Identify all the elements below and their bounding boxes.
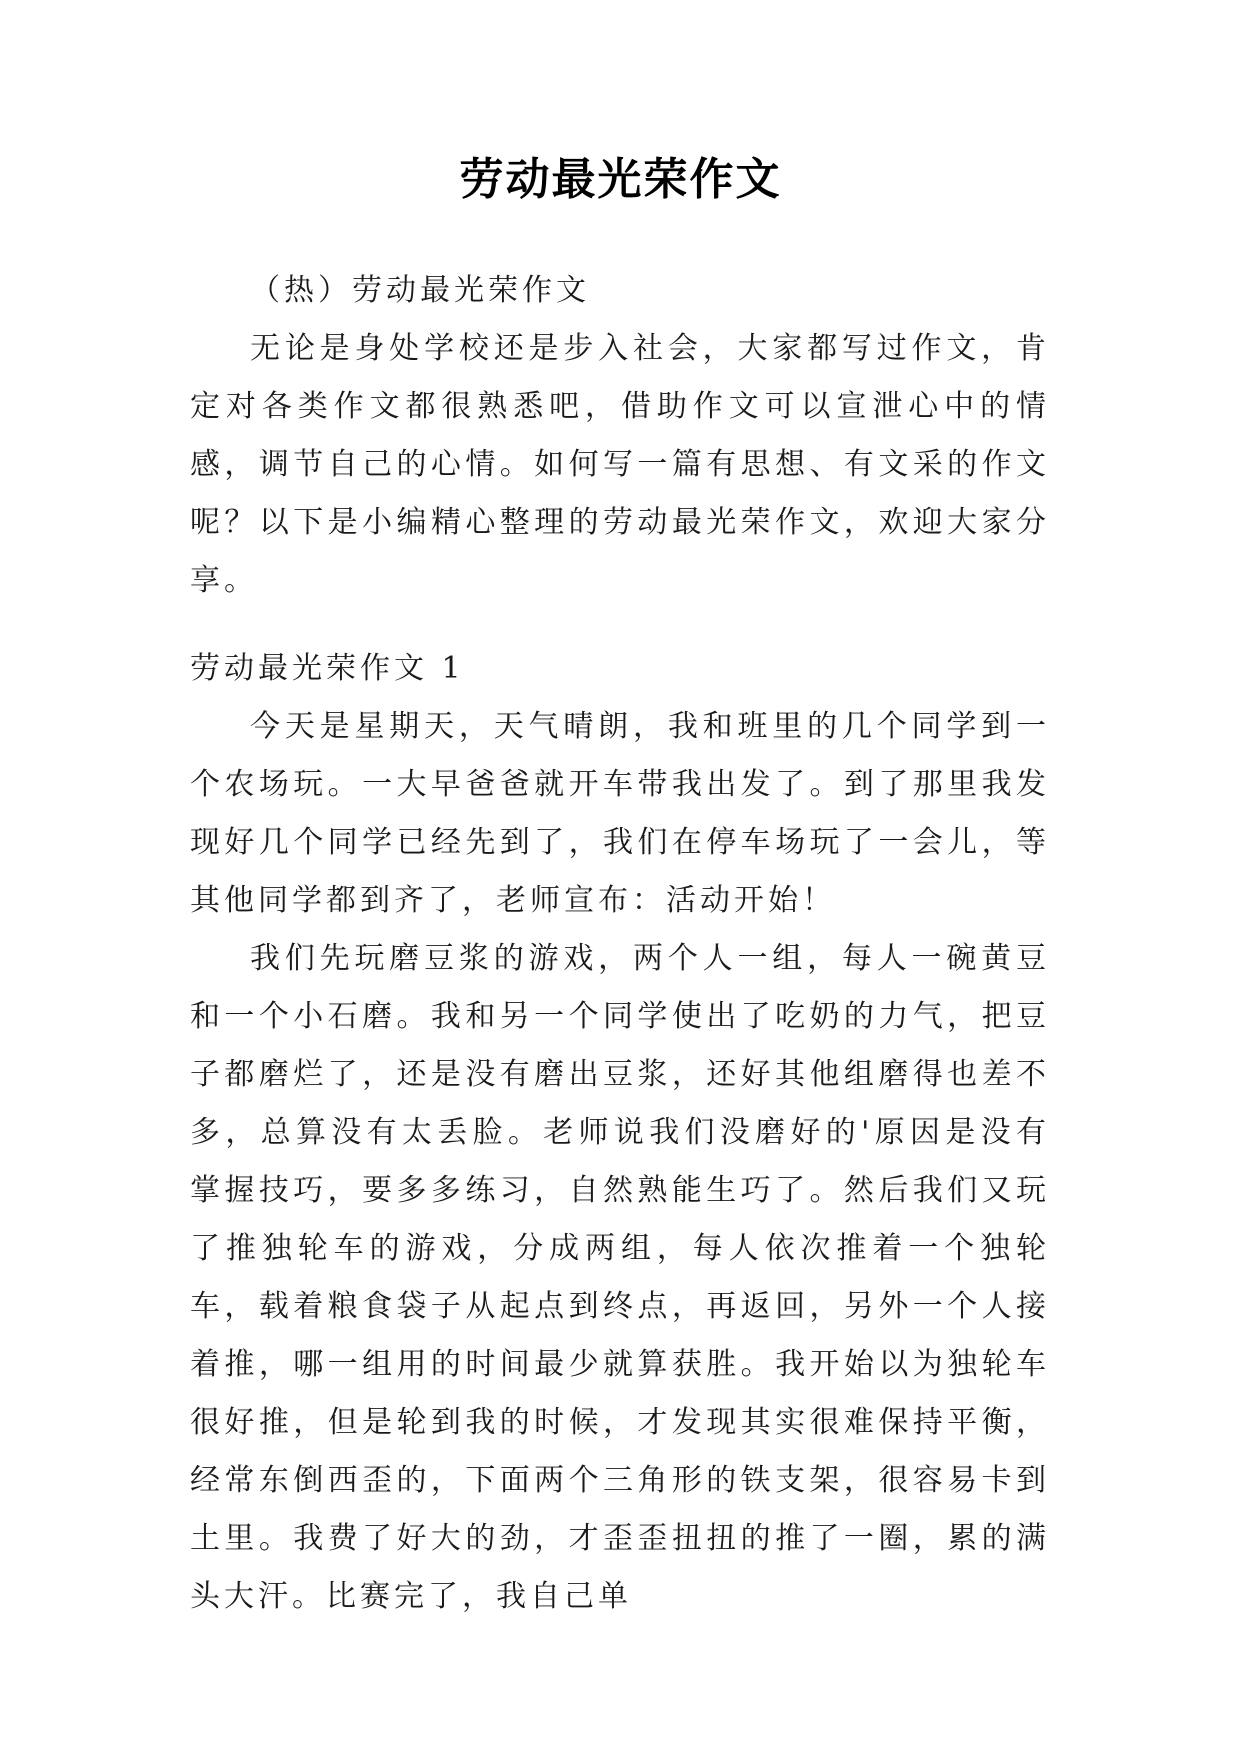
section-heading: 劳动最光荣作文 1 [190,651,465,686]
essay-section [190,640,1050,1626]
document-title: 劳动最光荣作文 [459,154,782,205]
essay-paragraph-1: 今天是星期天，天气晴朗，我和班里的几个同学到一个农场玩。一大早爸爸就开车带我出发了。到了那里我发现好几个同学已经先到了，我们在停车场玩了一会儿，等其他同学都到齐了，老师宣布：活动开始！ [190,709,1050,918]
essay-paragraph-2: 我们先玩磨豆浆的游戏，两个人一组，每人一碗黄豆和一个小石磨。我和另一个同学使出了吃奶的力气，把豆子都磨烂了，还是没有磨出豆浆，还好其他组磨得也差不多，总算没有太丢脸。老师说我们没磨好的'原因是没有掌握技巧，要多多练习，自然熟能生巧了。然后我们又玩了推独轮车的游戏，分成两组，每人依次推着一个独轮车，载着粮食袋子从起点到终点，再返回，另外一个人接着推，哪一组用的时间最少就算获胜。我开始以为独轮车很好推，但是轮到我的时候，才发现其实很难保持平衡，经常东倒西歪的，下面两个三角形的铁支架，很容易卡到土里。我费了好大的劲，才歪歪扭扭的推了一圈，累的满头大汗。比赛完了，我自己单 [190,941,1050,1614]
intro-paragraph: 无论是身处学校还是步入社会，大家都写过作文，肯定对各类作文都很熟悉吧，借助作文可以宣泄心中的情感，调节自己的心情。如何写一篇有思想、有文采的作文呢？以下是小编精心整理的劳动最光荣作文，欢迎大家分享。 [190,331,1050,598]
document-body [190,262,1050,610]
subtitle: （热）劳动最光荣作文 [250,273,590,308]
